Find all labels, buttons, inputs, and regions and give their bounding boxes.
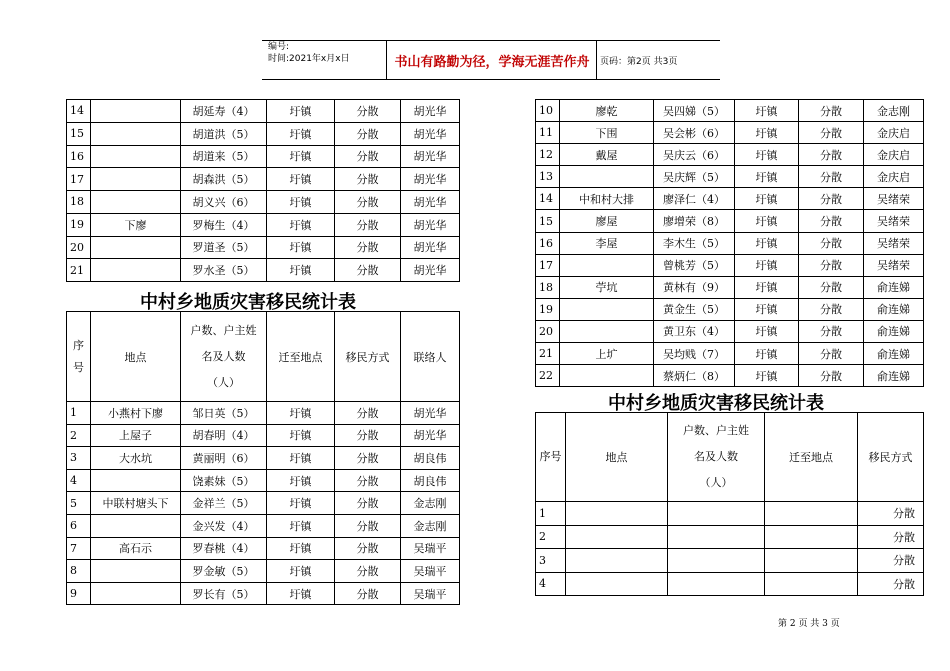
left-continuation-table bbox=[66, 99, 460, 282]
cell-place bbox=[91, 582, 181, 605]
cell-name: 吴庆辉（5） bbox=[654, 166, 735, 188]
table-row bbox=[536, 365, 924, 387]
col-header-method: 移民方式 bbox=[858, 413, 924, 502]
cell-name: 黄卫东（4） bbox=[654, 320, 735, 342]
cell-method: 分散 bbox=[335, 168, 401, 191]
cell-method: 分散 bbox=[799, 122, 864, 144]
cell-name bbox=[668, 572, 765, 596]
cell-place: 小燕村下廖 bbox=[91, 402, 181, 425]
col-no-label: 序号 bbox=[73, 338, 84, 374]
header-divider bbox=[386, 40, 387, 80]
cell-method: 分散 bbox=[335, 213, 401, 236]
cell-name: 吴四娣（5） bbox=[654, 100, 735, 122]
cell-dest: 圩镇 bbox=[267, 469, 335, 492]
cell-no: 20 bbox=[536, 320, 560, 342]
cell-method: 分散 bbox=[335, 236, 401, 259]
cell-dest: 圩镇 bbox=[267, 402, 335, 425]
cell-name bbox=[668, 525, 765, 549]
cell-dest: 圩镇 bbox=[735, 144, 799, 166]
cell-dest: 圩镇 bbox=[267, 122, 335, 145]
cell-place bbox=[91, 122, 181, 145]
table-row bbox=[67, 424, 460, 447]
table-row bbox=[536, 166, 924, 188]
cell-dest bbox=[765, 549, 858, 573]
col-name-line1: 户数、户主姓 bbox=[190, 323, 257, 337]
cell-name: 曾桃芳（5） bbox=[654, 254, 735, 276]
col-header-no bbox=[536, 413, 566, 502]
table-row bbox=[67, 560, 460, 583]
table-title-right: 中村乡地质灾害移民统计表 bbox=[608, 393, 824, 414]
table-row bbox=[536, 298, 924, 320]
table-title: 中村乡地质灾害移民统计表 bbox=[140, 292, 356, 313]
left-table-header bbox=[67, 312, 460, 402]
cell-method: 分散 bbox=[335, 582, 401, 605]
cell-place bbox=[560, 365, 654, 387]
cell-dest: 圩镇 bbox=[735, 166, 799, 188]
table-row bbox=[536, 343, 924, 365]
cell-name: 黄林有（9） bbox=[654, 276, 735, 298]
cell-dest: 圩镇 bbox=[735, 343, 799, 365]
right-migration-body bbox=[536, 502, 924, 596]
col-name-line3: （人） bbox=[699, 476, 733, 489]
cell-name: 廖泽仁（4） bbox=[654, 188, 735, 210]
table-row bbox=[67, 122, 460, 145]
cell-method: 分散 bbox=[799, 343, 864, 365]
table-row bbox=[67, 191, 460, 214]
cell-method: 分散 bbox=[335, 145, 401, 168]
cell-name: 金兴发（4） bbox=[181, 514, 267, 537]
cell-no: 22 bbox=[536, 365, 560, 387]
right-migration-table bbox=[535, 412, 924, 596]
cell-method: 分散 bbox=[858, 549, 924, 573]
cell-no: 4 bbox=[536, 572, 566, 596]
cell-name: 黄丽明（6） bbox=[181, 447, 267, 470]
cell-method: 分散 bbox=[799, 276, 864, 298]
table-row bbox=[67, 145, 460, 168]
cell-place bbox=[91, 469, 181, 492]
cell-no: 17 bbox=[536, 254, 560, 276]
cell-contact: 胡光华 bbox=[401, 145, 460, 168]
table-row bbox=[536, 525, 924, 549]
cell-no: 19 bbox=[536, 298, 560, 320]
cell-contact: 胡良伟 bbox=[401, 447, 460, 470]
left-continuation-body bbox=[67, 100, 460, 282]
cell-place bbox=[91, 514, 181, 537]
cell-place bbox=[566, 572, 668, 596]
cell-no: 10 bbox=[536, 100, 560, 122]
col-header-name bbox=[181, 312, 267, 402]
col-header-method: 移民方式 bbox=[335, 312, 401, 402]
cell-place: 中和村大排 bbox=[560, 188, 654, 210]
cell-no: 2 bbox=[536, 525, 566, 549]
cell-contact: 胡良伟 bbox=[401, 469, 460, 492]
table-row bbox=[67, 537, 460, 560]
cell-no: 1 bbox=[536, 502, 566, 526]
cell-no: 2 bbox=[67, 424, 91, 447]
col-no-label: 序号 bbox=[539, 450, 562, 463]
cell-contact: 金庆启 bbox=[864, 144, 924, 166]
cell-dest: 圩镇 bbox=[735, 365, 799, 387]
cell-contact: 胡光华 bbox=[401, 402, 460, 425]
cell-method: 分散 bbox=[335, 424, 401, 447]
cell-name: 胡延寿（4） bbox=[181, 100, 267, 123]
table-row bbox=[536, 122, 924, 144]
cell-place: 中联村塘头下 bbox=[91, 492, 181, 515]
table-row bbox=[67, 492, 460, 515]
table-row bbox=[67, 402, 460, 425]
cell-contact: 金庆启 bbox=[864, 166, 924, 188]
cell-contact: 金志刚 bbox=[864, 100, 924, 122]
cell-dest: 圩镇 bbox=[267, 537, 335, 560]
cell-no: 17 bbox=[67, 168, 91, 191]
cell-method: 分散 bbox=[799, 210, 864, 232]
cell-method: 分散 bbox=[799, 298, 864, 320]
cell-dest bbox=[765, 502, 858, 526]
cell-contact: 俞连娣 bbox=[864, 365, 924, 387]
cell-place bbox=[560, 298, 654, 320]
cell-no: 20 bbox=[67, 236, 91, 259]
cell-no: 4 bbox=[67, 469, 91, 492]
cell-name: 黄金生（5） bbox=[654, 298, 735, 320]
cell-no: 15 bbox=[67, 122, 91, 145]
cell-no: 21 bbox=[67, 259, 91, 282]
cell-place bbox=[91, 145, 181, 168]
cell-dest bbox=[765, 525, 858, 549]
cell-no: 19 bbox=[67, 213, 91, 236]
cell-method: 分散 bbox=[335, 259, 401, 282]
col-name-line2: 名及人数 bbox=[694, 450, 738, 463]
cell-place: 上屋子 bbox=[91, 424, 181, 447]
header-divider bbox=[596, 40, 597, 80]
cell-dest: 圩镇 bbox=[267, 213, 335, 236]
table-row bbox=[536, 254, 924, 276]
cell-name: 饶素妹（5） bbox=[181, 469, 267, 492]
cell-place: 苧坑 bbox=[560, 276, 654, 298]
cell-dest: 圩镇 bbox=[267, 560, 335, 583]
cell-contact: 胡光华 bbox=[401, 213, 460, 236]
cell-place: 上圹 bbox=[560, 343, 654, 365]
cell-contact: 吴绪荣 bbox=[864, 210, 924, 232]
cell-no: 18 bbox=[67, 191, 91, 214]
header-motto: 书山有路勤为径，学海无涯苦作舟 bbox=[394, 54, 590, 70]
cell-dest: 圩镇 bbox=[735, 254, 799, 276]
page-footer: 第 2 页 共 3 页 bbox=[778, 619, 840, 629]
cell-place: 下廖 bbox=[91, 213, 181, 236]
cell-dest: 圩镇 bbox=[735, 276, 799, 298]
cell-no: 18 bbox=[536, 276, 560, 298]
cell-dest: 圩镇 bbox=[267, 145, 335, 168]
cell-place bbox=[560, 320, 654, 342]
cell-method: 分散 bbox=[335, 560, 401, 583]
table-row bbox=[536, 210, 924, 232]
cell-method: 分散 bbox=[335, 191, 401, 214]
cell-dest: 圩镇 bbox=[735, 188, 799, 210]
cell-place bbox=[91, 560, 181, 583]
cell-no: 11 bbox=[536, 122, 560, 144]
cell-place bbox=[91, 168, 181, 191]
cell-method: 分散 bbox=[799, 188, 864, 210]
cell-place: 大水坑 bbox=[91, 447, 181, 470]
cell-dest: 圩镇 bbox=[267, 191, 335, 214]
col-name-line2: 名及人数 bbox=[201, 349, 246, 363]
page-header bbox=[262, 40, 720, 80]
cell-method: 分散 bbox=[799, 100, 864, 122]
cell-dest bbox=[765, 572, 858, 596]
cell-method: 分散 bbox=[335, 100, 401, 123]
table-row bbox=[536, 100, 924, 122]
cell-no: 14 bbox=[536, 188, 560, 210]
cell-place: 高石示 bbox=[91, 537, 181, 560]
cell-contact: 金志刚 bbox=[401, 492, 460, 515]
table-row bbox=[536, 188, 924, 210]
cell-contact: 金庆启 bbox=[864, 122, 924, 144]
table-row bbox=[536, 572, 924, 596]
cell-dest: 圩镇 bbox=[735, 122, 799, 144]
cell-contact: 吴瑞平 bbox=[401, 582, 460, 605]
cell-name: 邹日英（5） bbox=[181, 402, 267, 425]
header-page-info: 页码：第2页 共3页 bbox=[600, 56, 678, 67]
table-row bbox=[536, 276, 924, 298]
cell-contact: 俞连娣 bbox=[864, 343, 924, 365]
cell-contact: 胡光华 bbox=[401, 100, 460, 123]
cell-method: 分散 bbox=[858, 502, 924, 526]
table-row bbox=[67, 168, 460, 191]
cell-name: 罗春桃（4） bbox=[181, 537, 267, 560]
cell-contact: 胡光华 bbox=[401, 259, 460, 282]
cell-method: 分散 bbox=[335, 469, 401, 492]
table-row bbox=[67, 100, 460, 123]
cell-contact: 胡光华 bbox=[401, 191, 460, 214]
cell-place bbox=[566, 525, 668, 549]
cell-method: 分散 bbox=[335, 447, 401, 470]
cell-dest: 圩镇 bbox=[267, 447, 335, 470]
table-row bbox=[536, 549, 924, 573]
header-time-label: 时间:2021年x月x日 bbox=[268, 54, 350, 64]
cell-dest: 圩镇 bbox=[735, 298, 799, 320]
cell-name: 廖增荣（8） bbox=[654, 210, 735, 232]
cell-place: 戴屋 bbox=[560, 144, 654, 166]
cell-method: 分散 bbox=[335, 122, 401, 145]
right-continuation-table bbox=[535, 99, 924, 387]
cell-name: 李木生（5） bbox=[654, 232, 735, 254]
cell-name: 金祥兰（5） bbox=[181, 492, 267, 515]
cell-no: 16 bbox=[67, 145, 91, 168]
table-row bbox=[536, 320, 924, 342]
cell-method: 分散 bbox=[335, 492, 401, 515]
cell-contact: 胡光华 bbox=[401, 424, 460, 447]
cell-dest: 圩镇 bbox=[735, 320, 799, 342]
table-row bbox=[67, 213, 460, 236]
table-row bbox=[67, 447, 460, 470]
cell-contact: 俞连娣 bbox=[864, 320, 924, 342]
cell-place bbox=[91, 100, 181, 123]
cell-no: 7 bbox=[67, 537, 91, 560]
right-continuation-body bbox=[536, 100, 924, 387]
col-header-name bbox=[668, 413, 765, 502]
cell-place bbox=[91, 236, 181, 259]
cell-no: 5 bbox=[67, 492, 91, 515]
cell-dest: 圩镇 bbox=[267, 582, 335, 605]
cell-place: 廖乾 bbox=[560, 100, 654, 122]
header-meta bbox=[268, 41, 384, 65]
table-row bbox=[536, 144, 924, 166]
cell-place: 李屋 bbox=[560, 232, 654, 254]
cell-dest: 圩镇 bbox=[267, 492, 335, 515]
cell-contact: 胡光华 bbox=[401, 122, 460, 145]
cell-no: 14 bbox=[67, 100, 91, 123]
cell-place bbox=[566, 502, 668, 526]
cell-place: 廖屋 bbox=[560, 210, 654, 232]
table-row bbox=[67, 236, 460, 259]
cell-name: 罗道圣（5） bbox=[181, 236, 267, 259]
cell-dest: 圩镇 bbox=[735, 210, 799, 232]
cell-name: 罗梅生（4） bbox=[181, 213, 267, 236]
cell-method: 分散 bbox=[799, 166, 864, 188]
col-name-line1: 户数、户主姓 bbox=[683, 424, 749, 437]
cell-name: 罗金敏（5） bbox=[181, 560, 267, 583]
cell-no: 12 bbox=[536, 144, 560, 166]
header-bottom-rule bbox=[262, 79, 720, 80]
cell-method: 分散 bbox=[799, 320, 864, 342]
cell-name: 吴庆云（6） bbox=[654, 144, 735, 166]
cell-no: 8 bbox=[67, 560, 91, 583]
cell-no: 16 bbox=[536, 232, 560, 254]
table-row bbox=[536, 502, 924, 526]
cell-dest: 圩镇 bbox=[267, 424, 335, 447]
cell-dest: 圩镇 bbox=[267, 259, 335, 282]
cell-name bbox=[668, 549, 765, 573]
cell-dest: 圩镇 bbox=[267, 236, 335, 259]
cell-contact: 胡光华 bbox=[401, 168, 460, 191]
left-migration-body bbox=[67, 402, 460, 605]
col-header-place: 地点 bbox=[91, 312, 181, 402]
cell-no: 21 bbox=[536, 343, 560, 365]
cell-dest: 圩镇 bbox=[267, 100, 335, 123]
right-table-header bbox=[536, 413, 924, 502]
cell-place bbox=[91, 259, 181, 282]
table-row bbox=[67, 582, 460, 605]
cell-name: 胡义兴（6） bbox=[181, 191, 267, 214]
cell-contact: 吴瑞平 bbox=[401, 560, 460, 583]
cell-dest: 圩镇 bbox=[735, 232, 799, 254]
cell-dest: 圩镇 bbox=[267, 514, 335, 537]
cell-no: 9 bbox=[67, 582, 91, 605]
cell-place bbox=[560, 254, 654, 276]
cell-method: 分散 bbox=[799, 365, 864, 387]
cell-no: 3 bbox=[67, 447, 91, 470]
cell-name bbox=[668, 502, 765, 526]
col-header-no bbox=[67, 312, 91, 402]
cell-name: 罗长有（5） bbox=[181, 582, 267, 605]
cell-contact: 胡光华 bbox=[401, 236, 460, 259]
cell-contact: 俞连娣 bbox=[864, 298, 924, 320]
cell-method: 分散 bbox=[858, 572, 924, 596]
cell-method: 分散 bbox=[335, 402, 401, 425]
cell-no: 15 bbox=[536, 210, 560, 232]
col-header-contact: 联络人 bbox=[401, 312, 460, 402]
cell-contact: 吴绪荣 bbox=[864, 188, 924, 210]
cell-place: 下围 bbox=[560, 122, 654, 144]
cell-no: 1 bbox=[67, 402, 91, 425]
col-header-dest: 迁至地点 bbox=[267, 312, 335, 402]
cell-contact: 吴绪荣 bbox=[864, 254, 924, 276]
cell-method: 分散 bbox=[335, 537, 401, 560]
cell-method: 分散 bbox=[799, 254, 864, 276]
cell-dest: 圩镇 bbox=[267, 168, 335, 191]
left-migration-table bbox=[66, 311, 460, 605]
table-row bbox=[67, 469, 460, 492]
cell-place bbox=[560, 166, 654, 188]
cell-name: 胡春明（4） bbox=[181, 424, 267, 447]
cell-name: 吴会彬（6） bbox=[654, 122, 735, 144]
cell-contact: 吴绪荣 bbox=[864, 232, 924, 254]
table-row bbox=[67, 514, 460, 537]
header-number-label: 编号: bbox=[268, 42, 290, 52]
cell-method: 分散 bbox=[335, 514, 401, 537]
cell-dest: 圩镇 bbox=[735, 100, 799, 122]
cell-method: 分散 bbox=[858, 525, 924, 549]
cell-name: 胡道来（5） bbox=[181, 145, 267, 168]
cell-method: 分散 bbox=[799, 144, 864, 166]
cell-no: 3 bbox=[536, 549, 566, 573]
cell-no: 6 bbox=[67, 514, 91, 537]
cell-name: 吴均贱（7） bbox=[654, 343, 735, 365]
col-name-line3: （人） bbox=[207, 375, 240, 389]
cell-name: 蔡炳仁（8） bbox=[654, 365, 735, 387]
table-row bbox=[536, 232, 924, 254]
cell-place bbox=[91, 191, 181, 214]
cell-name: 胡森洪（5） bbox=[181, 168, 267, 191]
cell-name: 罗水圣（5） bbox=[181, 259, 267, 282]
col-header-dest: 迁至地点 bbox=[765, 413, 858, 502]
cell-place bbox=[566, 549, 668, 573]
cell-contact: 俞连娣 bbox=[864, 276, 924, 298]
cell-contact: 吴瑞平 bbox=[401, 537, 460, 560]
col-header-place: 地点 bbox=[566, 413, 668, 502]
table-row bbox=[67, 259, 460, 282]
cell-contact: 金志刚 bbox=[401, 514, 460, 537]
cell-no: 13 bbox=[536, 166, 560, 188]
cell-method: 分散 bbox=[799, 232, 864, 254]
cell-name: 胡道洪（5） bbox=[181, 122, 267, 145]
